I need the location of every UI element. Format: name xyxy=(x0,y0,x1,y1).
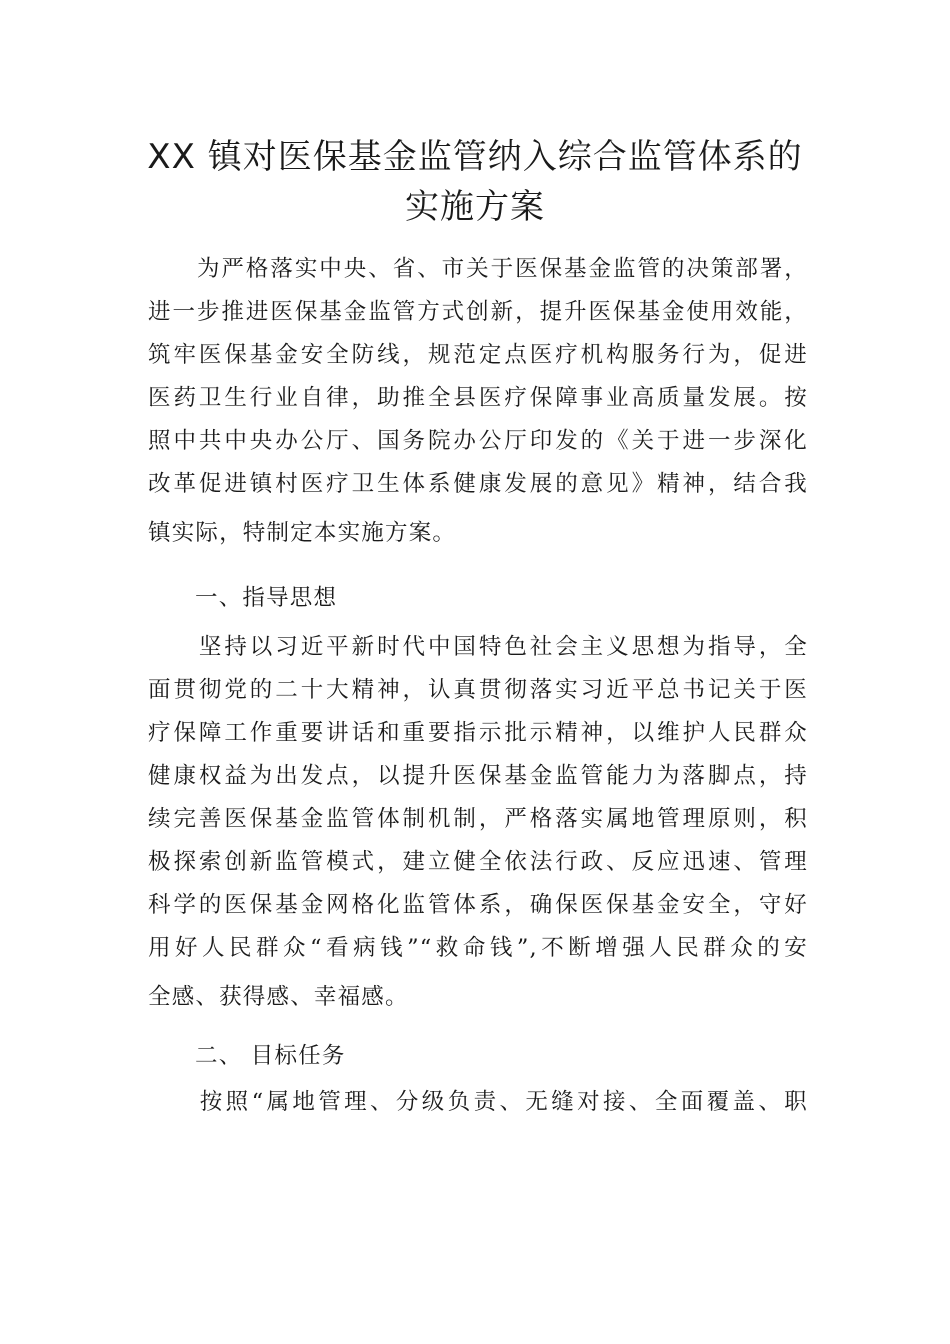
paragraph-line: 改革促进镇村医疗卫生体系健康发展的意见》精神，结合我 xyxy=(148,471,808,497)
paragraph-line: 为严格落实中央、省、市关于医保基金监管的决策部署， xyxy=(148,256,808,282)
intro-paragraph xyxy=(148,248,808,555)
title-line-2: 实施方案 xyxy=(405,187,545,227)
paragraph-line: 用好人民群众“看病钱”“救命钱”,不断增强人民群众的安 xyxy=(148,935,808,961)
paragraph-line: 面贯彻党的二十大精神，认真贯彻落实习近平总书记关于医 xyxy=(148,677,808,703)
section-heading-guiding-ideology: 一、指导思想 xyxy=(195,585,338,611)
document-title xyxy=(120,132,830,232)
paragraph-line: 疗保障工作重要讲话和重要指示批示精神，以维护人民群众 xyxy=(148,720,808,746)
paragraph-line: 按照“属地管理、分级负责、无缝对接、全面覆盖、职 xyxy=(148,1089,808,1115)
paragraph-line: 健康权益为出发点，以提升医保基金监管能力为落脚点，持 xyxy=(148,763,808,789)
paragraph-line: 筑牢医保基金安全防线，规范定点医疗机构服务行为，促进 xyxy=(148,342,808,368)
paragraph-line: 续完善医保基金监管体制机制，严格落实属地管理原则，积 xyxy=(148,806,808,832)
paragraph-line: 全感、获得感、幸福感。 xyxy=(148,984,409,1010)
paragraph-line: 极探索创新监管模式，建立健全依法行政、反应迅速、管理 xyxy=(148,849,808,875)
title-line-1: XX 镇对医保基金监管纳入综合监管体系的 xyxy=(147,137,803,177)
goals-tasks-paragraph xyxy=(148,1081,808,1124)
paragraph-line: 坚持以习近平新时代中国特色社会主义思想为指导，全 xyxy=(148,634,808,660)
guiding-ideology-paragraph xyxy=(148,626,808,1019)
section-heading-goals-tasks: 二、 目标任务 xyxy=(195,1043,346,1069)
paragraph-line: 进一步推进医保基金监管方式创新，提升医保基金使用效能， xyxy=(148,299,808,325)
paragraph-line: 医药卫生行业自律，助推全县医疗保障事业高质量发展。按 xyxy=(148,385,808,411)
paragraph-line: 科学的医保基金网格化监管体系，确保医保基金安全，守好 xyxy=(148,892,808,918)
paragraph-line: 镇实际，特制定本实施方案。 xyxy=(148,520,457,546)
paragraph-line: 照中共中央办公厅、国务院办公厅印发的《关于进一步深化 xyxy=(148,428,808,454)
